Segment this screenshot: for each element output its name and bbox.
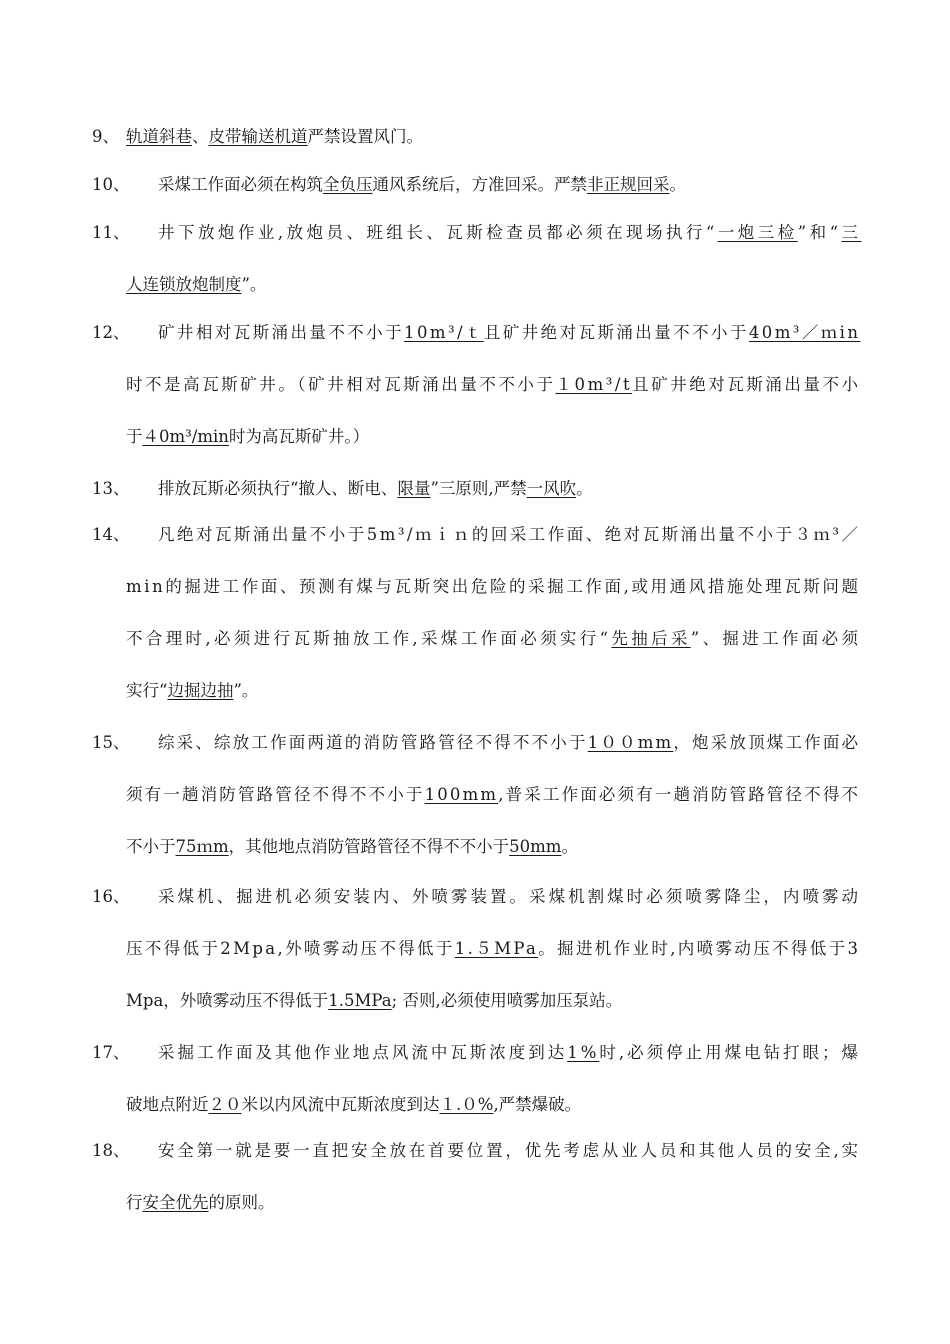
item-number: 11、: [92, 223, 130, 242]
text-segment: 严禁设置风门。: [307, 127, 423, 146]
underlined-answer: １.０%: [439, 1095, 494, 1114]
text-segment: 排放瓦斯必须执行“撤人、断电、: [158, 479, 398, 498]
text-segment: 凡绝对瓦斯涌出量不小于5m³/ｍｉｎ的回采工作面、绝对瓦斯涌出量不小于３ｍ³／: [158, 525, 861, 544]
text-line: [126, 126, 423, 148]
underlined-answer: 40m³／ｍin: [748, 323, 861, 342]
underlined-answer: 皮带输送机道: [208, 127, 308, 146]
text-segment: ，其他地点消防管路管径不得不不小于: [228, 837, 510, 856]
text-line: [126, 784, 860, 806]
text-segment: ”、掘进工作面必须: [690, 629, 862, 648]
text-segment: 时不是高瓦斯矿井。（矿井相对瓦斯涌出量不不小于: [126, 375, 556, 394]
text-segment: 的原则。: [208, 1193, 275, 1212]
text-segment: ,严禁爆破。: [493, 1095, 582, 1114]
underlined-answer: 50mm: [509, 837, 562, 856]
underlined-answer: 1.5MPa: [328, 991, 392, 1010]
text-segment: 。: [561, 837, 578, 856]
text-line: [158, 732, 860, 754]
text-segment: 不小于: [126, 837, 176, 856]
text-segment: min的掘进工作面、预测有煤与瓦斯突出危险的采掘工作面,或用通风措施处理瓦斯问题: [126, 577, 861, 596]
text-segment: 。掘进机作业时,内喷雾动压不得低于3: [538, 939, 861, 958]
text-line: [126, 426, 369, 448]
text-line: [126, 1094, 581, 1116]
text-segment: 。: [576, 479, 593, 498]
text-line: [126, 680, 258, 702]
text-segment: Mpa，外喷雾动压不得低于: [126, 991, 329, 1010]
text-line: [158, 1140, 861, 1162]
item-number: 18、: [92, 1141, 130, 1160]
text-line: [158, 222, 862, 244]
underlined-answer: 人连锁放炮制度: [126, 275, 242, 294]
text-segment: 通风系统后，方准回采。严禁: [372, 175, 587, 194]
text-segment: ”三原则,严禁: [430, 479, 527, 498]
underlined-answer: 1００mm: [587, 733, 674, 752]
text-segment: 采煤工作面必须在构筑: [158, 175, 323, 194]
text-segment: 且矿井绝对瓦斯涌出量不不小于: [483, 323, 749, 342]
text-segment: 井下放炮作业,放炮员、班组长、瓦斯检查员都必须在现场执行“: [158, 223, 718, 242]
text-segment: 且矿井绝对瓦斯涌出量不小: [632, 375, 861, 394]
text-line: [126, 990, 622, 1012]
underlined-answer: 轨道斜巷: [126, 127, 192, 146]
underlined-answer: 一风吹: [526, 479, 577, 498]
underlined-answer: 1.５MPa: [454, 939, 539, 958]
underlined-answer: １0m³/t: [555, 375, 633, 394]
text-segment: 压不得低于2Mpa,外喷雾动压不得低于: [126, 939, 455, 958]
item-number: 15、: [92, 733, 130, 752]
text-segment: 实行“: [126, 681, 168, 700]
text-line: [126, 274, 266, 296]
item-number: 12、: [92, 323, 130, 342]
underlined-answer: 10m³/ｔ: [404, 323, 484, 342]
text-line: [126, 938, 860, 960]
item-number: 13、: [92, 479, 130, 498]
item-number: 10、: [92, 175, 130, 194]
underlined-answer: 限量: [397, 479, 431, 498]
item-number: 14、: [92, 525, 130, 544]
underlined-answer: 非正规回采: [587, 175, 670, 194]
text-line: [158, 886, 861, 908]
text-segment: 矿井相对瓦斯涌出量不不小于: [158, 323, 405, 342]
text-segment: ,普采工作面必须有一趟消防管路管径不得不: [498, 785, 861, 804]
text-line: [158, 1042, 861, 1064]
text-segment: 不合理时,必须进行瓦斯抽放工作,采煤工作面必须实行“: [126, 629, 612, 648]
text-segment: 、: [192, 127, 209, 146]
text-segment: ”。: [233, 681, 259, 700]
underlined-answer: ４0m³/min: [142, 427, 229, 446]
underlined-answer: 先抽后采: [611, 629, 691, 648]
text-segment: 采掘工作面及其他作业地点风流中瓦斯浓度到达: [158, 1043, 568, 1062]
text-segment: ，炮采放顶煤工作面必: [673, 733, 861, 752]
text-segment: 综采、综放工作面两道的消防管路管径不得不不小于: [158, 733, 588, 752]
text-line: [126, 374, 861, 396]
text-line: [158, 524, 860, 546]
underlined-answer: 1%: [567, 1043, 600, 1062]
text-segment: 须有一趟消防管路管径不得不不小于: [126, 785, 425, 804]
text-segment: 于: [126, 427, 143, 446]
text-segment: ”和“: [797, 223, 842, 242]
underlined-answer: 安全优先: [142, 1193, 209, 1212]
underlined-answer: 一炮三检: [717, 223, 798, 242]
underlined-answer: 边掘边抽: [167, 681, 234, 700]
item-number: 17、: [92, 1043, 130, 1062]
text-segment: 。: [669, 175, 686, 194]
item-number: 16、: [92, 887, 130, 906]
underlined-answer: 100mm: [424, 785, 499, 804]
text-segment: ”。: [241, 275, 267, 294]
text-segment: 采煤机、掘进机必须安装内、外喷雾装置。采煤机割煤时必须喷雾降尘，内喷雾动: [158, 887, 862, 906]
item-number: 9、: [92, 127, 119, 146]
text-line: [126, 836, 578, 858]
text-line: [126, 576, 861, 598]
text-line: [126, 1192, 275, 1214]
underlined-answer: 全负压: [323, 175, 373, 194]
text-line: [126, 628, 861, 650]
text-segment: 米以内风流中瓦斯浓度到达: [241, 1095, 440, 1114]
text-line: [158, 174, 686, 196]
underlined-answer: 75ｍm: [175, 837, 229, 856]
text-segment: 行: [126, 1193, 143, 1212]
underlined-answer: ２０: [208, 1095, 242, 1114]
text-segment: 时,必须停止用煤电钻打眼；爆: [599, 1043, 861, 1062]
text-segment: 时为高瓦斯矿井。）: [228, 427, 370, 446]
text-segment: 安全第一就是要一直把安全放在首要位置，优先考虑从业人员和其他人员的安全,实: [158, 1141, 861, 1160]
text-line: [158, 322, 860, 344]
text-segment: 破地点附近: [126, 1095, 209, 1114]
underlined-answer: 三: [841, 223, 862, 242]
text-segment: ; 否则,必须使用喷雾加压泵站。: [391, 991, 623, 1010]
text-line: [158, 478, 593, 500]
